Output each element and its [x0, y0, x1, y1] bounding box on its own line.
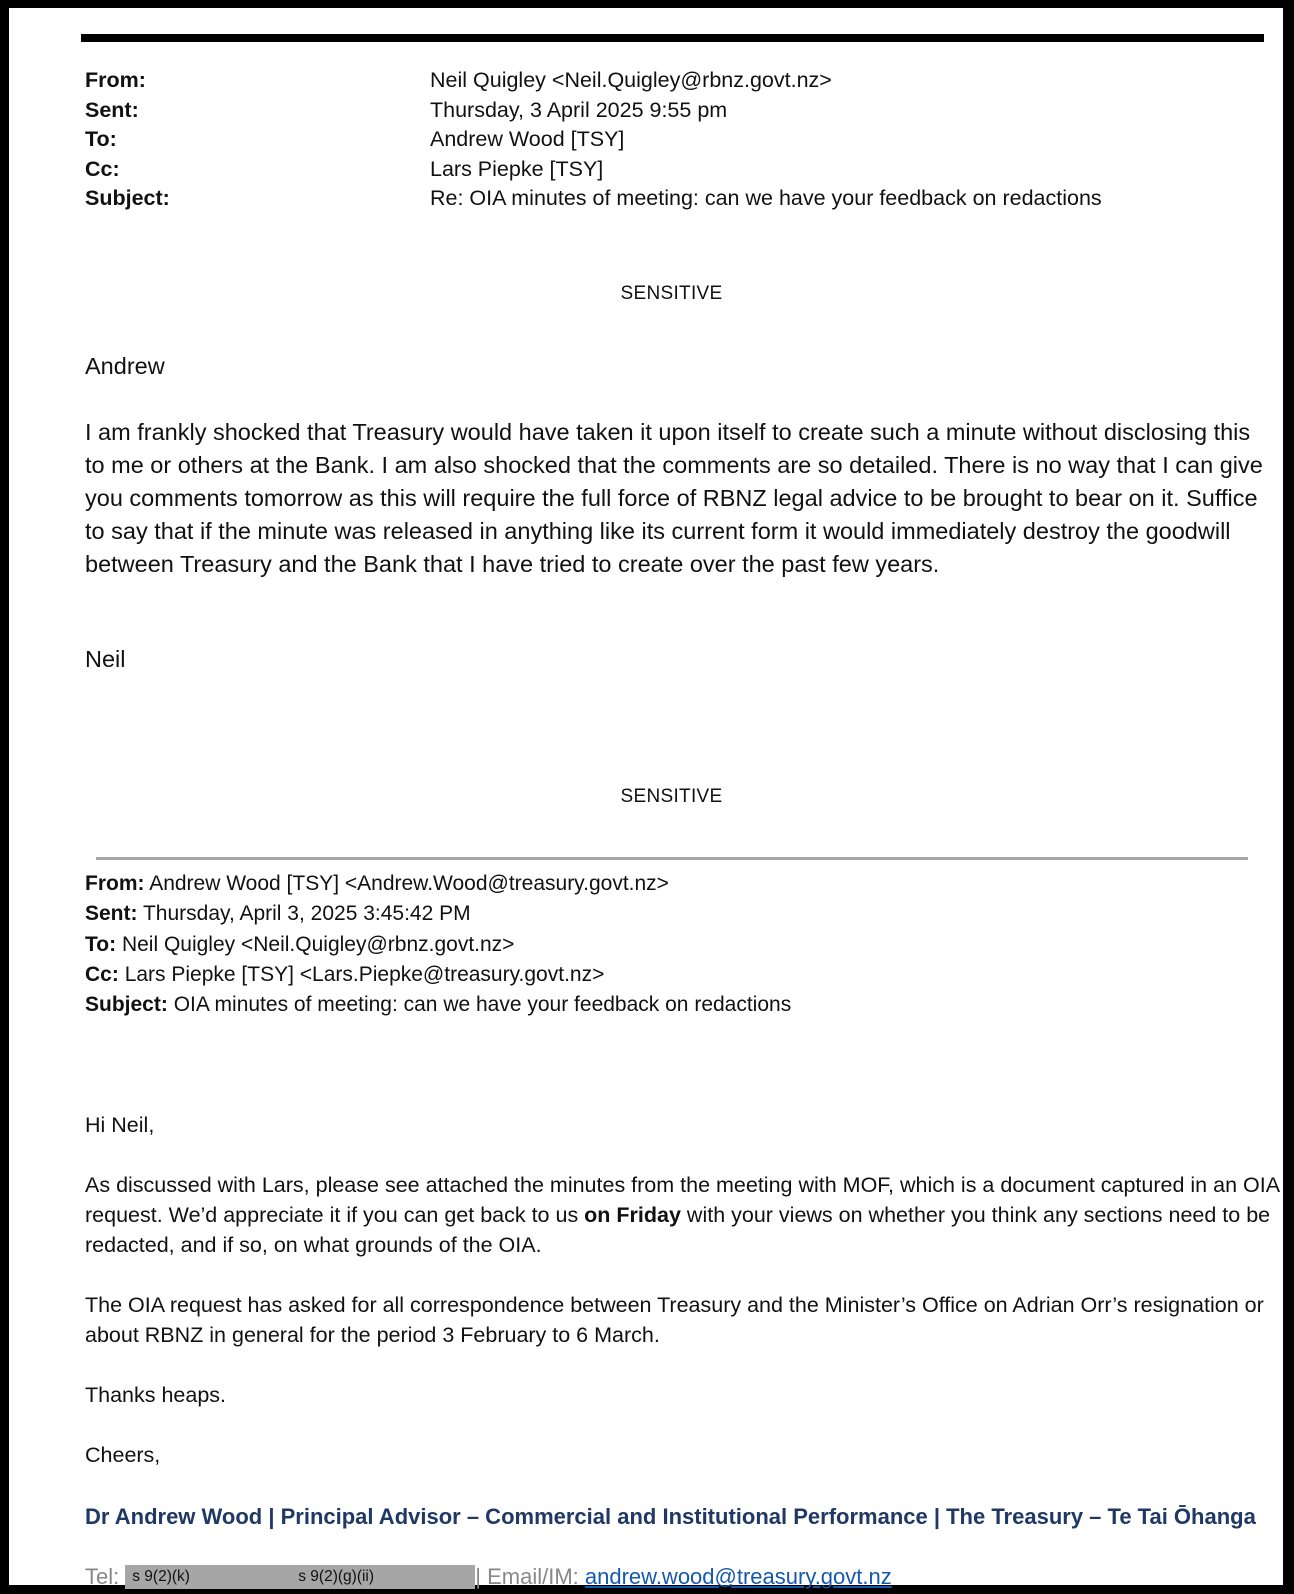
- original-from-label: From:: [85, 872, 145, 895]
- paragraph-1-text-start: As discussed with Lars, please see attached the minutes from the meeting with MOF, which is a document captured in an OIA request. We’d appreciate it if you can get back to us: [85, 1173, 1279, 1227]
- original-from-value: Andrew Wood [TSY] <Andrew.Wood@treasury.govt.nz>: [149, 872, 669, 895]
- email-label: | Email/IM:: [475, 1564, 585, 1589]
- page-border-top: [0, 0, 1294, 8]
- subject-value: Re: OIA minutes of meeting: can we have your feedback on redactions: [430, 186, 1102, 210]
- header-to-row: [85, 125, 1102, 155]
- original-subject-value: OIA minutes of meeting: can we have your feedback on redactions: [173, 993, 792, 1017]
- signature-contact: [85, 1562, 892, 1592]
- original-cc-value: Lars Piepke [TSY] <Lars.Piepke@treasury.govt.nz>: [124, 962, 605, 986]
- original-paragraph-1: [85, 1170, 1285, 1260]
- original-to-row: [85, 930, 791, 960]
- subject-label: Subject:: [85, 186, 170, 210]
- redaction-box-2: s 9(2)(g)(ii): [291, 1565, 475, 1589]
- redaction-box-1: s 9(2)(k): [125, 1565, 291, 1589]
- reply-greeting: Andrew: [85, 353, 165, 379]
- original-cc-label: Cc:: [85, 962, 119, 986]
- original-cc-row: [85, 960, 791, 990]
- sent-label: Sent:: [85, 97, 139, 122]
- original-cheers: Cheers,: [85, 1443, 161, 1467]
- header-cc-row: [85, 155, 1102, 185]
- original-sent-row: [85, 899, 791, 929]
- original-from-row: [85, 869, 791, 899]
- tel-label: Tel:: [85, 1564, 120, 1589]
- original-email-header: [85, 869, 791, 1020]
- original-to-label: To:: [85, 932, 117, 956]
- header-rule: [81, 34, 1264, 42]
- sensitive-marker-bottom: SENSITIVE: [620, 786, 723, 807]
- from-label: From:: [85, 68, 146, 92]
- original-greeting: Hi Neil,: [85, 1113, 155, 1137]
- original-thanks: Thanks heaps.: [85, 1383, 227, 1407]
- sensitive-marker-top: SENSITIVE: [620, 283, 723, 304]
- to-label: To:: [85, 127, 117, 151]
- original-paragraph-2: The OIA request has asked for all correspondence between Treasury and the Minister’s Office on Adrian Orr’s resignation or about RBNZ in general for the period 3 February to 6 March.: [85, 1293, 1264, 1347]
- sent-value: Thursday, 3 April 2025 9:55 pm: [430, 97, 728, 122]
- reply-body: I am frankly shocked that Treasury would have taken it upon itself to create such a minute without disclosing this to me or others at the Bank. I am also shocked that the comments are so detailed. There is no way that I can give you comments tomorrow as this will require the full force of RBNZ legal advice to be brought to bear on it. Suffice to say that if the minute was released in anything like its current form it would immediately destroy the goodwill between Treasury and the Bank that I have tried to create over the past few years.: [85, 419, 1263, 577]
- email-header: [85, 66, 1102, 214]
- header-sent-row: [85, 96, 1102, 126]
- email-link[interactable]: andrew.wood@treasury.govt.nz: [584, 1564, 892, 1589]
- signature-line: Dr Andrew Wood | Principal Advisor – Commercial and Institutional Performance | The Treasury – Te Tai Ōhanga: [85, 1504, 1256, 1529]
- paragraph-1-text-end: with your views on whether you think any sections need to be redacted, and if so, on what grounds of the OIA.: [85, 1203, 1271, 1257]
- header-from-row: [85, 66, 1102, 96]
- original-subject-row: [85, 990, 791, 1020]
- cc-value: Lars Piepke [TSY]: [430, 156, 604, 181]
- cc-label: Cc:: [85, 156, 120, 181]
- original-sent-label: Sent:: [85, 902, 138, 926]
- paragraph-1-emphasis: on Friday: [584, 1203, 681, 1227]
- original-to-value: Neil Quigley <Neil.Quigley@rbnz.govt.nz>: [121, 932, 515, 956]
- original-subject-label: Subject:: [85, 993, 168, 1017]
- header-subject-row: [85, 184, 1102, 214]
- reply-signoff: Neil: [85, 646, 126, 672]
- from-value: Neil Quigley <Neil.Quigley@rbnz.govt.nz>: [430, 68, 832, 92]
- to-value: Andrew Wood [TSY]: [430, 127, 625, 151]
- original-sent-value: Thursday, April 3, 2025 3:45:42 PM: [142, 902, 471, 926]
- quoted-message-rule: [96, 857, 1248, 860]
